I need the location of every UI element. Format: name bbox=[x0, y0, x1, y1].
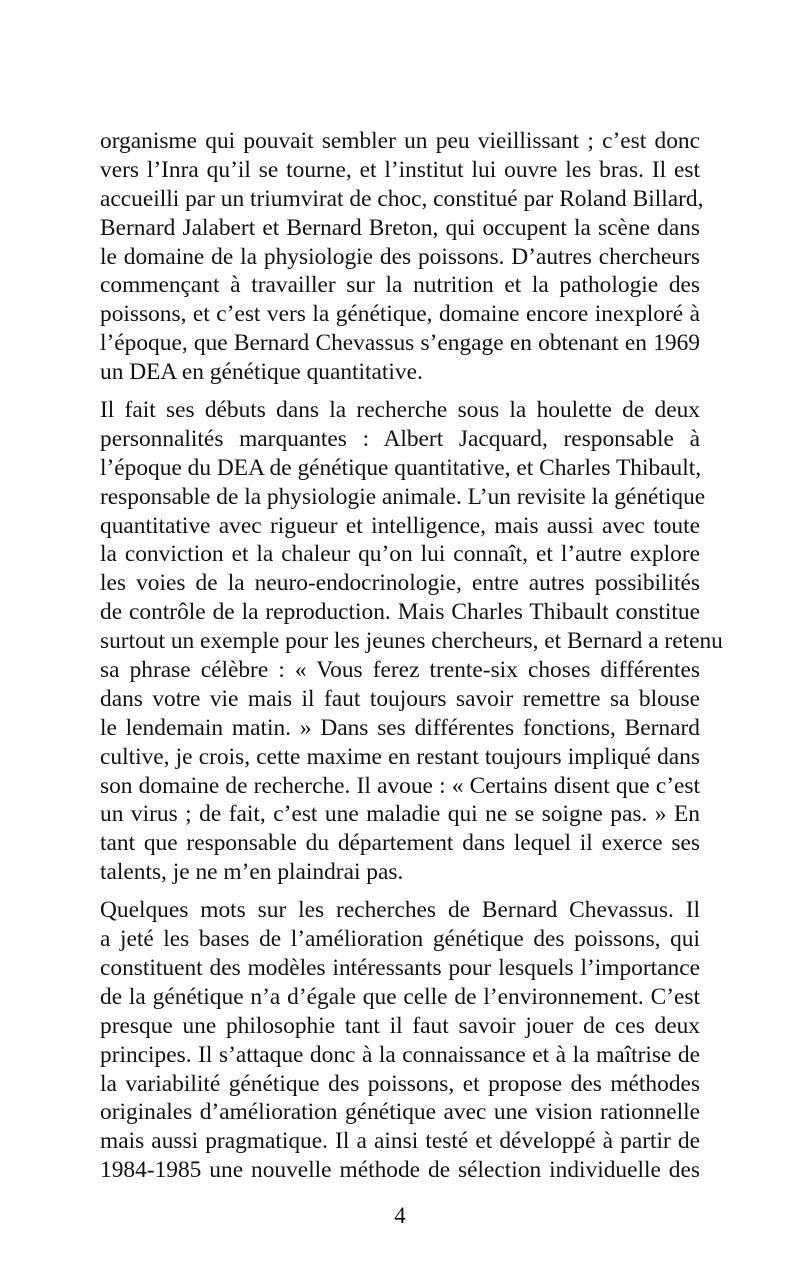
page-body bbox=[100, 127, 723, 1194]
text-line: de la génétique n’a d’égale que celle de l’environnement. C’est bbox=[100, 983, 700, 1010]
text-line: le domaine de la physiologie des poissons. D’autres chercheurs bbox=[100, 243, 700, 270]
paragraph bbox=[100, 896, 700, 1185]
text-line: a jeté les bases de l’amélioration génétique des poissons, qui bbox=[100, 926, 700, 953]
text-line: commençant à travailler sur la nutrition et la pathologie des bbox=[100, 272, 700, 299]
text-line: sa phrase célèbre : « Vous ferez trente-six choses différentes bbox=[100, 657, 700, 684]
paragraph bbox=[100, 396, 723, 887]
text-line: Quelques mots sur les recherches de Bernard Chevassus. Il bbox=[100, 897, 700, 924]
text-line: son domaine de recherche. Il avoue : « Certains disent que c’est bbox=[100, 772, 700, 799]
text-line: personnalités marquantes : Albert Jacquard, responsable à bbox=[100, 425, 700, 452]
text-line: quantitative avec rigueur et intelligence, mais aussi avec toute bbox=[100, 512, 700, 539]
text-line: principes. Il s’attaque donc à la connaissance et à la maîtrise de bbox=[100, 1041, 700, 1068]
text-line: accueilli par un triumvirat de choc, constitué par Roland Billard, bbox=[100, 185, 704, 212]
text-line: tant que responsable du département dans lequel il exerce ses bbox=[100, 830, 700, 857]
text-line: 1984-1985 une nouvelle méthode de sélection individuelle des bbox=[100, 1157, 700, 1184]
text-line: Il fait ses débuts dans la recherche sous la houlette de deux bbox=[100, 397, 700, 424]
text-line: constituent des modèles intéressants pour lesquels l’importance bbox=[100, 954, 700, 981]
paragraph bbox=[100, 127, 704, 387]
text-line: mais aussi pragmatique. Il a ainsi testé et développé à partir de bbox=[100, 1128, 700, 1155]
text-line: les voies de la neuro-endocrinologie, entre autres possibilités bbox=[100, 570, 700, 597]
text-line: l’époque du DEA de génétique quantitative, et Charles Thibault, bbox=[100, 454, 702, 481]
text-line: un DEA en génétique quantitative. bbox=[100, 359, 423, 386]
text-line: cultive, je crois, cette maxime en restant toujours impliqué dans bbox=[100, 743, 700, 770]
text-line: vers l’Inra qu’il se tourne, et l’institut lui ouvre les bras. Il est bbox=[100, 156, 700, 183]
text-line: la variabilité génétique des poissons, et propose des méthodes bbox=[100, 1070, 700, 1097]
text-line: le lendemain matin. » Dans ses différentes fonctions, Bernard bbox=[100, 714, 700, 741]
text-line: l’époque, que Bernard Chevassus s’engage en obtenant en 1969 bbox=[100, 330, 700, 357]
text-line: surtout un exemple pour les jeunes chercheurs, et Bernard a retenu bbox=[100, 628, 723, 655]
text-line: talents, je ne m’en plaindrai pas. bbox=[100, 859, 404, 886]
text-line: responsable de la physiologie animale. L’un revisite la génétique bbox=[100, 483, 706, 510]
text-line: Bernard Jalabert et Bernard Breton, qui occupent la scène dans bbox=[100, 214, 700, 241]
text-line: la conviction et la chaleur qu’on lui connaît, et l’autre explore bbox=[100, 541, 700, 568]
page-number: 4 bbox=[394, 1203, 406, 1228]
text-line: de contrôle de la reproduction. Mais Charles Thibault constitue bbox=[100, 599, 700, 626]
text-line: poissons, et c’est vers la génétique, domaine encore inexploré à bbox=[100, 301, 700, 328]
text-line: un virus ; de fait, c’est une maladie qui ne se soigne pas. » En bbox=[100, 801, 700, 828]
text-line: presque une philosophie tant il faut savoir jouer de ces deux bbox=[100, 1012, 700, 1039]
text-line: dans votre vie mais il faut toujours savoir remettre sa blouse bbox=[100, 685, 700, 712]
text-line: organisme qui pouvait sembler un peu vieillissant ; c’est donc bbox=[100, 128, 700, 154]
text-line: originales d’amélioration génétique avec une vision rationnelle bbox=[100, 1099, 700, 1126]
